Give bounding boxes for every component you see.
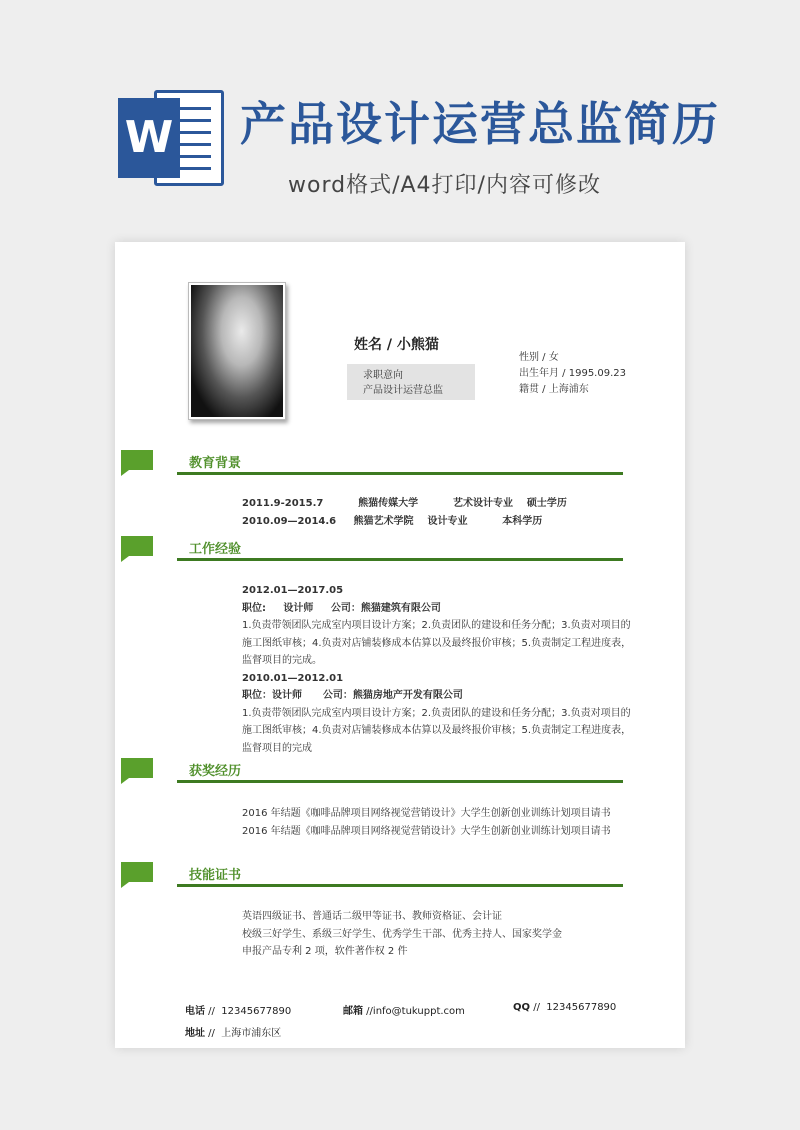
hometown: 籍贯 / 上海浦东	[519, 384, 589, 395]
job-intention-label: 求职意向	[363, 370, 403, 381]
contact-email	[343, 1002, 465, 1017]
contact-qq	[513, 1002, 616, 1013]
email-value: //info@tukuppt.com	[363, 1006, 465, 1017]
phone-value: // 12345677890	[205, 1006, 292, 1017]
section-divider	[177, 472, 623, 475]
education-list	[242, 495, 567, 530]
portrait-image	[191, 285, 283, 417]
job-duty-line: 1.负责带领团队完成室内项目设计方案；2.负责团队的建设和任务分配；3.负责对项目的	[242, 620, 631, 631]
phone-label: 电话	[185, 1006, 205, 1017]
page-subtitle: word格式/A4打印/内容可修改	[288, 173, 601, 198]
job-duty-line: 1.负责带领团队完成室内项目设计方案；2.负责团队的建设和任务分配；3.负责对项目的	[242, 707, 631, 719]
qq-value: // 12345677890	[530, 1002, 617, 1013]
section-divider	[177, 780, 623, 783]
award-row: 2016 年结题《咖啡品牌项目网络视觉营销设计》大学生创新创业训练计划项目请书	[242, 825, 611, 837]
gender: 性别 / 女	[519, 352, 559, 363]
section-flag-icon	[121, 450, 153, 470]
skill-row: 校级三好学生、系级三好学生、优秀学生干部、优秀主持人、国家奖学金	[242, 928, 562, 940]
profile-photo	[188, 282, 286, 420]
word-letter: W	[118, 98, 180, 178]
resume-page	[115, 242, 685, 1048]
email-label: 邮箱	[343, 1006, 363, 1017]
award-row: 2016 年结题《咖啡品牌项目网络视觉营销设计》大学生创新创业训练计划项目请书	[242, 808, 611, 819]
job-duty-line: 施工图纸审核；4.负责对店铺装修成本估算以及最终报价审核；5.负责制定工程进度表，	[242, 725, 632, 736]
banner	[0, 0, 800, 230]
work-list	[242, 582, 631, 757]
job-position: 职位：设计师 公司：熊猫房地产开发有限公司	[242, 690, 463, 701]
skills-list	[242, 908, 562, 961]
word-icon	[118, 84, 228, 194]
page-title: 产品设计运营总监简历	[240, 97, 720, 151]
section-divider	[177, 884, 623, 887]
contact-address	[185, 1024, 281, 1039]
address-label: 地址	[185, 1028, 205, 1039]
section-title-work: 工作经验	[189, 542, 242, 557]
job-duty-line: 监督项目的完成	[242, 742, 312, 754]
qq-label: QQ	[513, 1002, 531, 1013]
skill-row: 英语四级证书、普通话二级甲等证书、教师资格证、会计证	[242, 911, 502, 922]
job-intention-value: 产品设计运营总监	[363, 385, 443, 396]
section-title-skills: 技能证书	[189, 868, 242, 883]
job-intention-box	[347, 364, 475, 400]
personal-info	[519, 350, 626, 398]
section-title-education: 教育背景	[189, 456, 242, 471]
address-value: // 上海市浦东区	[205, 1028, 282, 1039]
name-line: 姓名 / 小熊猫	[354, 337, 439, 353]
skill-row: 申报产品专利 2 项，软件著作权 2 件	[242, 946, 408, 957]
education-row: 2011.9-2015.7 熊猫传媒大学 艺术设计专业 硕士学历	[242, 498, 567, 509]
section-title-awards: 获奖经历	[189, 764, 242, 779]
contact-phone	[185, 1002, 291, 1017]
section-flag-icon	[121, 536, 153, 556]
section-flag-icon	[121, 758, 153, 778]
job-period: 2010.01—2012.01	[242, 672, 344, 684]
job-duty-line: 监督项目的完成。	[242, 655, 322, 666]
job-period: 2012.01—2017.05	[242, 585, 344, 596]
job-duty-line: 施工图纸审核；4.负责对店铺装修成本估算以及最终报价审核；5.负责制定工程进度表，	[242, 637, 632, 649]
awards-list	[242, 805, 611, 840]
job-position: 职位: 设计师 公司：熊猫建筑有限公司	[242, 602, 441, 614]
birth-date: 出生年月 / 1995.09.23	[519, 368, 626, 379]
education-row: 2010.09—2014.6 熊猫艺术学院 设计专业 本科学历	[242, 515, 543, 527]
section-flag-icon	[121, 862, 153, 882]
section-divider	[177, 558, 623, 561]
